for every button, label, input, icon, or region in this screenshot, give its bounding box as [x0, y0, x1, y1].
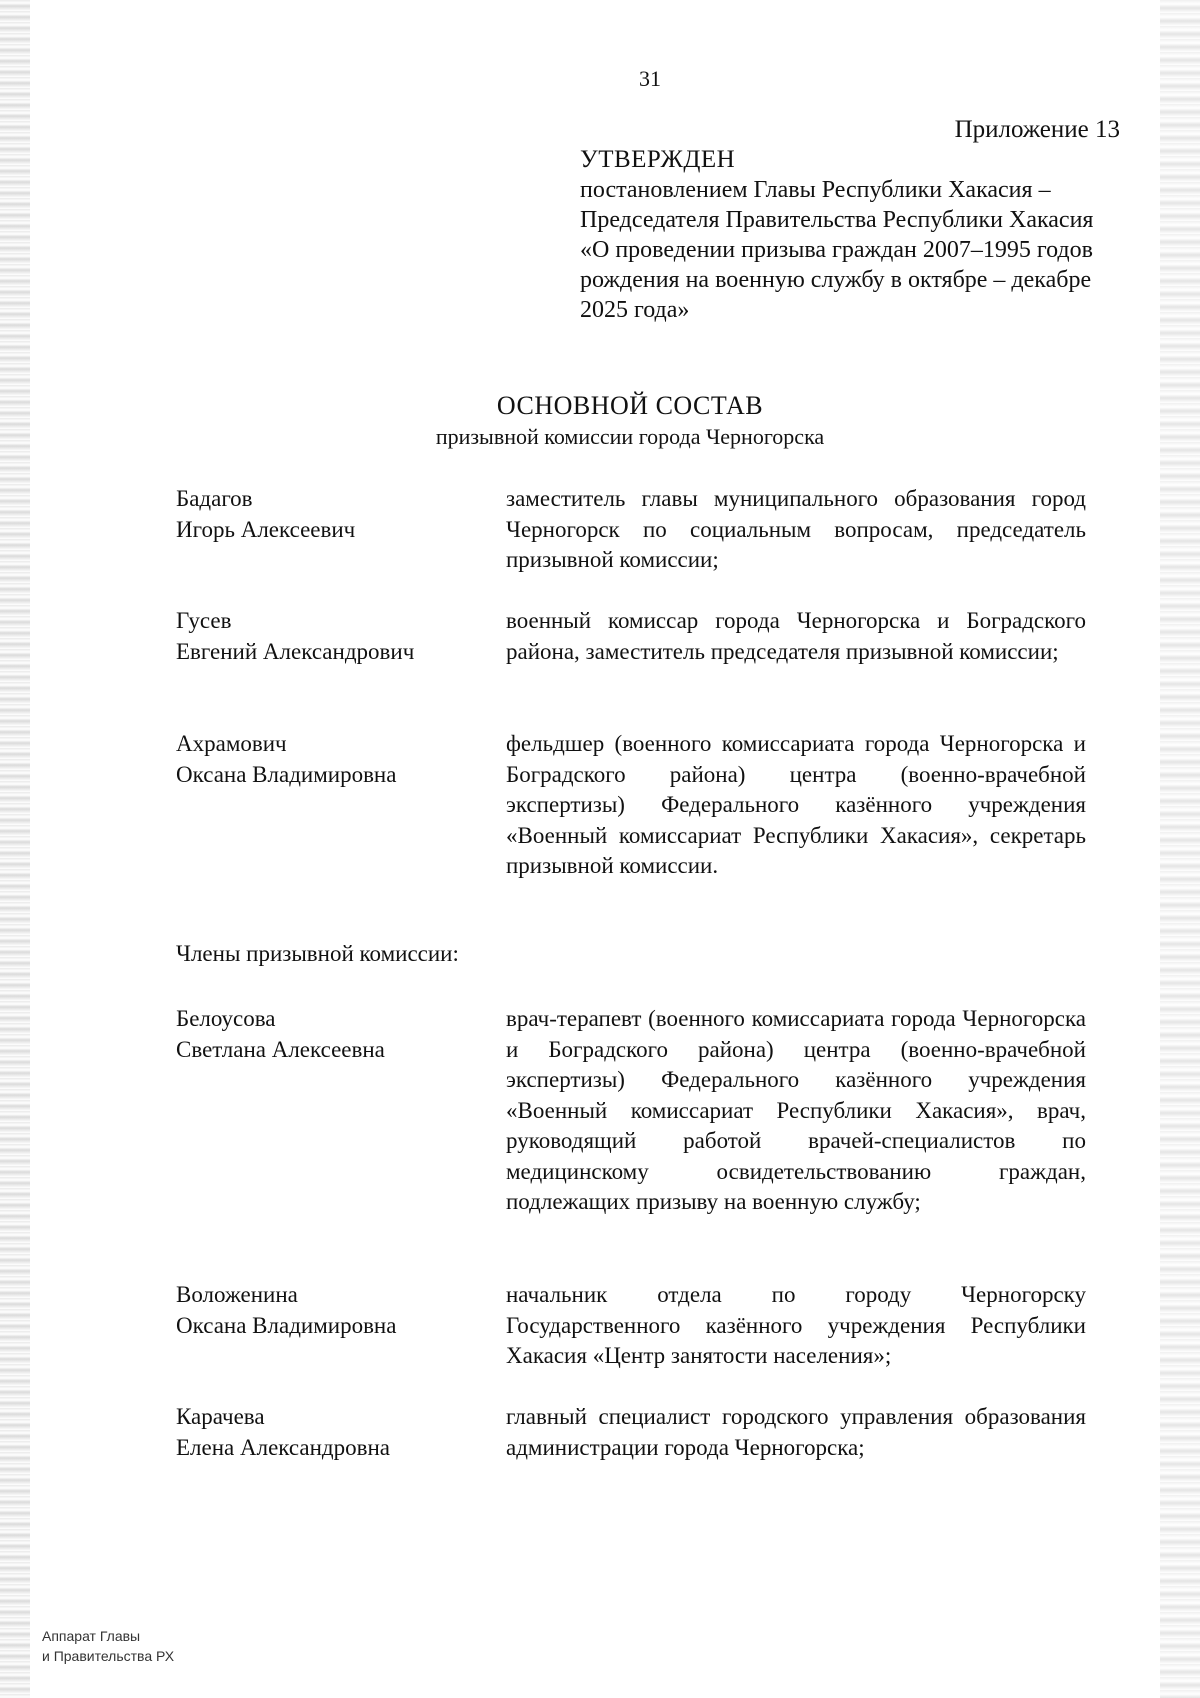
member-name: [176, 1280, 496, 1341]
member-surname: Бадагов: [176, 486, 253, 511]
scan-edge-right: [1160, 0, 1200, 1698]
member-name: [176, 1004, 496, 1065]
member-role: начальник отдела по городу Черногорску Государственного казённого учреждения Республики Хакасия «Центр занятости населения»;: [506, 1282, 1086, 1368]
member-role: фельдшер (военного комиссариата города Черногорска и Боградского района) центра (военно-врачебной экспертизы) Федерального казённого учреждения «Военный комиссариат Республики Хакасия», секретарь призывной комиссии.: [506, 731, 1086, 878]
appendix-label: Приложение 13: [954, 116, 1120, 143]
member-name: [176, 484, 496, 545]
member-role: заместитель главы муниципального образования город Черногорск по социальным вопросам, председатель призывной комиссии;: [506, 486, 1086, 572]
member-surname: Карачева: [176, 1404, 265, 1429]
scan-edge-left: [0, 0, 30, 1698]
member-name: [176, 606, 496, 667]
stamp-line-2: и Правительства РХ: [42, 1648, 175, 1664]
approved-heading: УТВЕРЖДЕН: [580, 146, 736, 173]
document-subtitle: призывной комиссии города Черногорска: [435, 424, 825, 449]
member-given-name: Оксана Владимировна: [176, 1312, 397, 1338]
title-block: [0, 390, 1200, 452]
member-surname: Воложенина: [176, 1282, 298, 1307]
approval-block: [580, 145, 1120, 325]
member-surname: Белоусова: [176, 1006, 276, 1031]
member-given-name: Светлана Алексеевна: [176, 1036, 385, 1062]
approval-text: постановлением Главы Республики Хакасия – Председателя Правительства Республики Хакасия «О проведении призыва граждан 2007–1995 годов рождения на военную службу в октябре – декабре 2025 года»: [580, 177, 1094, 323]
member-given-name: Евгений Александрович: [176, 638, 415, 664]
member-given-name: Оксана Владимировна: [176, 761, 397, 787]
member-name: [176, 1402, 496, 1463]
member-role: главный специалист городского управления образования администрации города Черногорска;: [506, 1404, 1086, 1460]
members-heading: Члены призывной комиссии:: [176, 941, 459, 966]
document-title: ОСНОВНОЙ СОСТАВ: [496, 391, 764, 420]
member-given-name: Игорь Алексеевич: [176, 516, 356, 542]
member-given-name: Елена Александровна: [176, 1434, 390, 1460]
member-name: [176, 729, 496, 790]
member-role: военный комиссар города Черногорска и Боградского района, заместитель председателя призывной комиссии;: [506, 608, 1086, 664]
office-stamp: [42, 1626, 174, 1666]
page-number: 31: [639, 66, 661, 91]
stamp-line-1: Аппарат Главы: [42, 1628, 141, 1644]
member-surname: Ахрамович: [176, 731, 287, 756]
member-surname: Гусев: [176, 608, 232, 633]
member-role: врач-терапевт (военного комиссариата города Черногорска и Боградского района) центра (военно-врачебной экспертизы) Федерального казённого учреждения «Военный комиссариат Республики Хакасия», врач, руководящий работой врачей-специалистов по медицинскому освидетельствованию граждан, подлежащих призыву на военную службу;: [506, 1006, 1086, 1214]
